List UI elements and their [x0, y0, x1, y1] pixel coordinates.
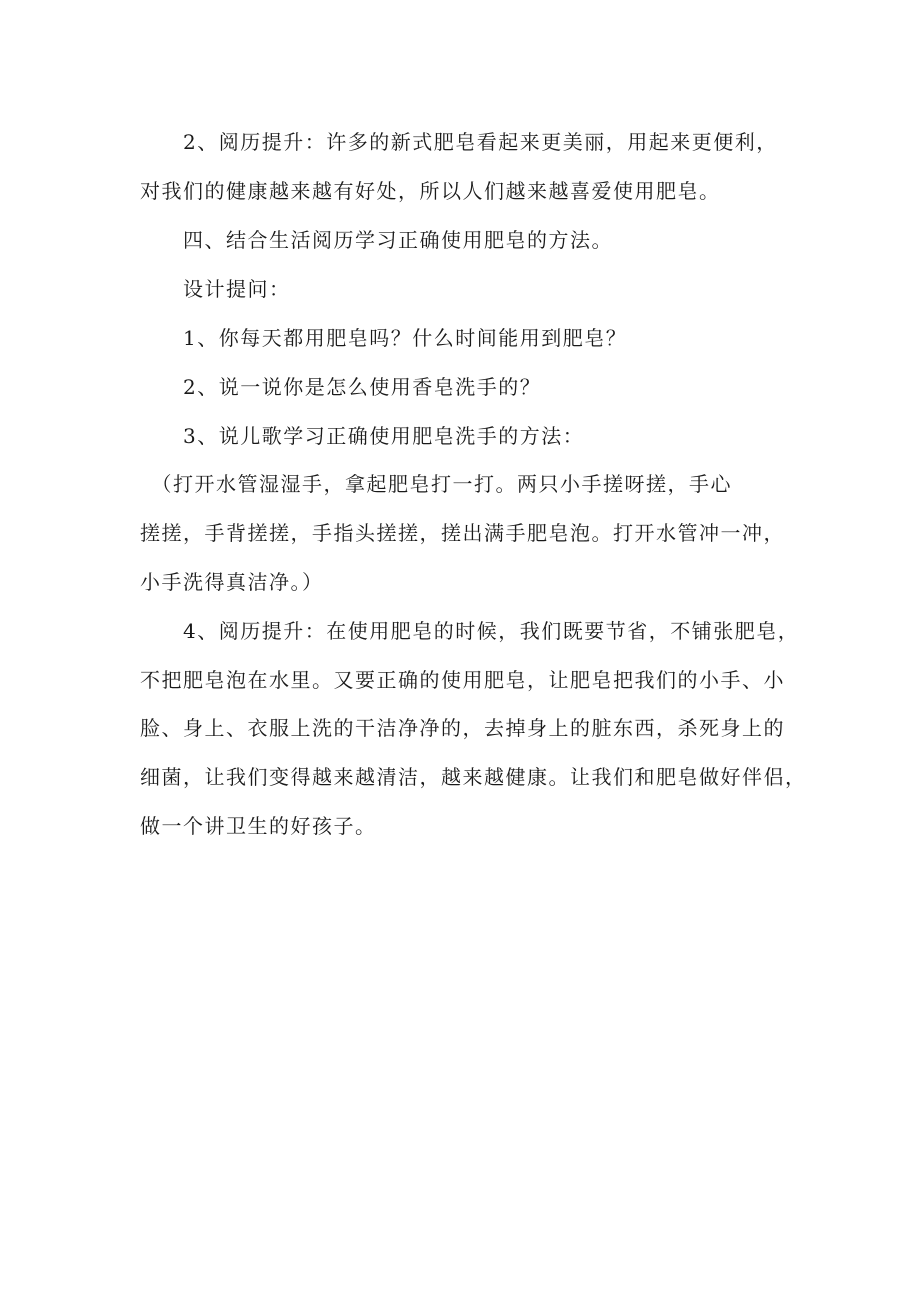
- text-line: 做一个讲卫生的好孩子。: [140, 814, 377, 838]
- nursery-rhyme-line: 小手洗得真洁净。）: [140, 570, 324, 594]
- text-line: 2、阅历提升：许多的新式肥皂看起来更美丽，用起来更便利，: [140, 130, 778, 154]
- text-line: 脸、身上、衣服上洗的干洁净净的，去掉身上的脏东西，杀死身上的: [140, 716, 785, 740]
- section-heading: 四、结合生活阅历学习正确使用肥皂的方法。: [140, 228, 613, 252]
- question-3: 3、说儿歌学习正确使用肥皂洗手的方法：: [140, 424, 585, 448]
- text-line: 不把肥皂泡在水里。又要正确的使用肥皂，让肥皂把我们的小手、小: [140, 668, 785, 692]
- text-line: 细菌，让我们变得越来越清洁，越来越健康。让我们和肥皂做好伴侣，: [140, 765, 807, 789]
- question-2: 2、说一说你是怎么使用香皂洗手的？: [140, 375, 542, 399]
- question-1: 1、你每天都用肥皂吗？什么时间能用到肥皂？: [140, 326, 628, 350]
- nursery-rhyme-line: 搓搓，手背搓搓，手指头搓搓，搓出满手肥皂泡。打开水管冲一冲，: [140, 521, 785, 545]
- text-line: 4、阅历提升：在使用肥皂的时候，我们既要节省，不铺张肥皂，: [140, 619, 800, 643]
- nursery-rhyme-line: （打开水管湿湿手，拿起肥皂打一打。两只小手搓呀搓，手心: [140, 472, 732, 496]
- text-line: 设计提问：: [140, 277, 291, 301]
- text-line: 对我们的健康越来越有好处，所以人们越来越喜爱使用肥皂。: [140, 179, 721, 203]
